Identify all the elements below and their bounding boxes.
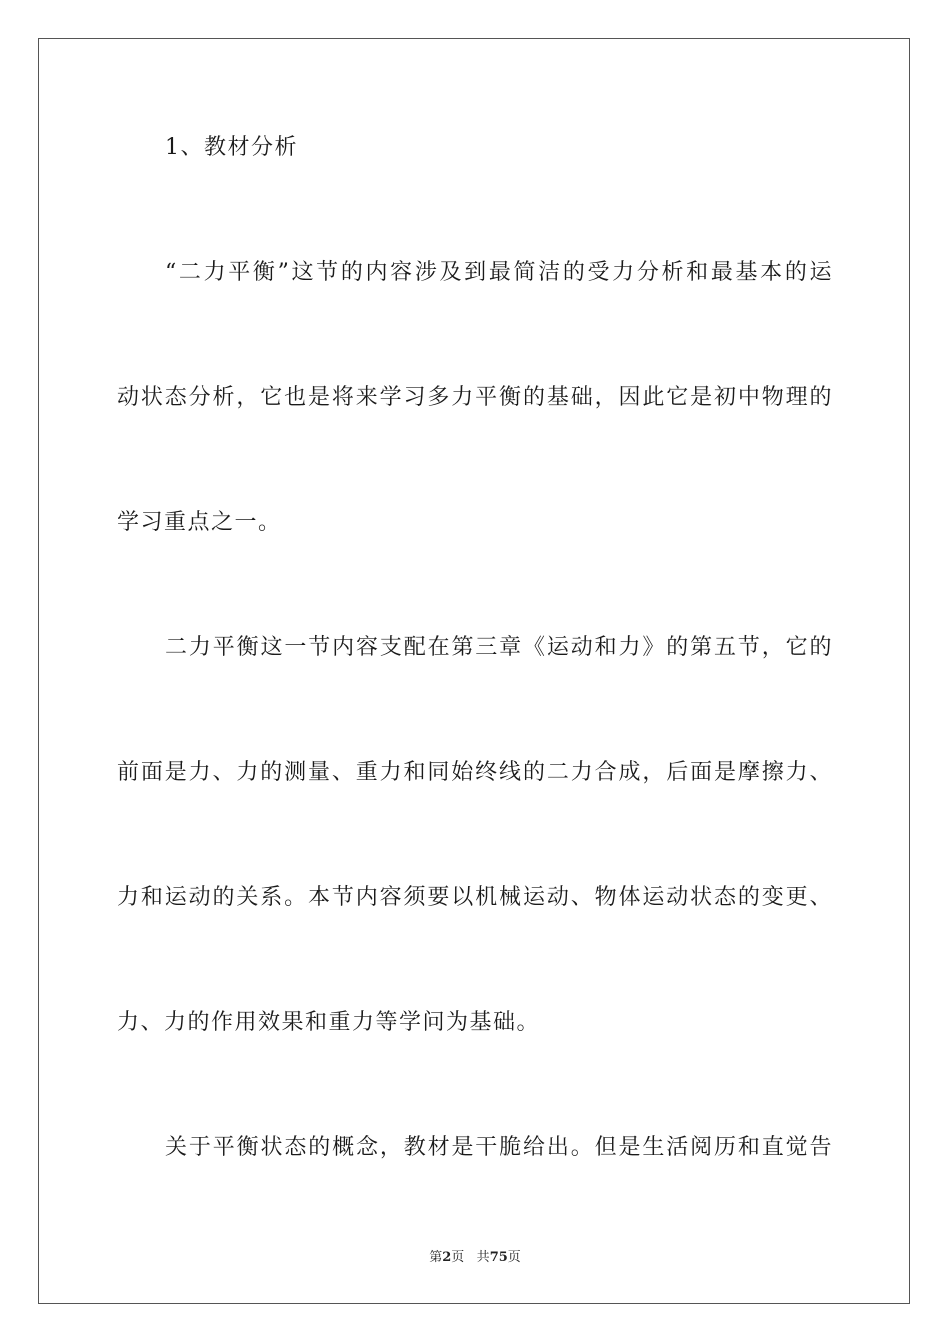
- paragraph-3-line-1: 关于平衡状态的概念，教材是干脆给出。但是生活阅历和直觉告: [165, 1135, 833, 1160]
- footer-page-suffix: 页: [451, 1250, 465, 1265]
- footer-total-prefix: 共: [476, 1250, 490, 1265]
- paragraph-1-line-1: “二力平衡”这节的内容涉及到最简洁的受力分析和最基本的运: [165, 260, 833, 285]
- section-heading: 1、教材分析: [165, 135, 298, 160]
- paragraph-1-line-3: 学习重点之一。: [117, 510, 282, 535]
- footer-page-number: 2: [442, 1250, 452, 1265]
- page-border: [38, 38, 910, 1304]
- paragraph-2-line-1: 二力平衡这一节内容支配在第三章《运动和力》的第五节，它的: [165, 635, 833, 660]
- paragraph-2-line-4: 力、力的作用效果和重力等学问为基础。: [117, 1010, 541, 1035]
- paragraph-2-line-3: 力和运动的关系。本节内容须要以机械运动、物体运动状态的变更、: [117, 885, 833, 910]
- footer-page-prefix: 第: [429, 1250, 443, 1265]
- paragraph-1-line-2: 动状态分析，它也是将来学习多力平衡的基础，因此它是初中物理的: [117, 385, 833, 410]
- paragraph-2-line-2: 前面是力、力的测量、重力和同始终线的二力合成，后面是摩擦力、: [117, 760, 833, 785]
- footer-total-pages: 75: [489, 1250, 508, 1265]
- page-footer: [0, 1246, 950, 1265]
- footer-total-suffix: 页: [507, 1250, 521, 1265]
